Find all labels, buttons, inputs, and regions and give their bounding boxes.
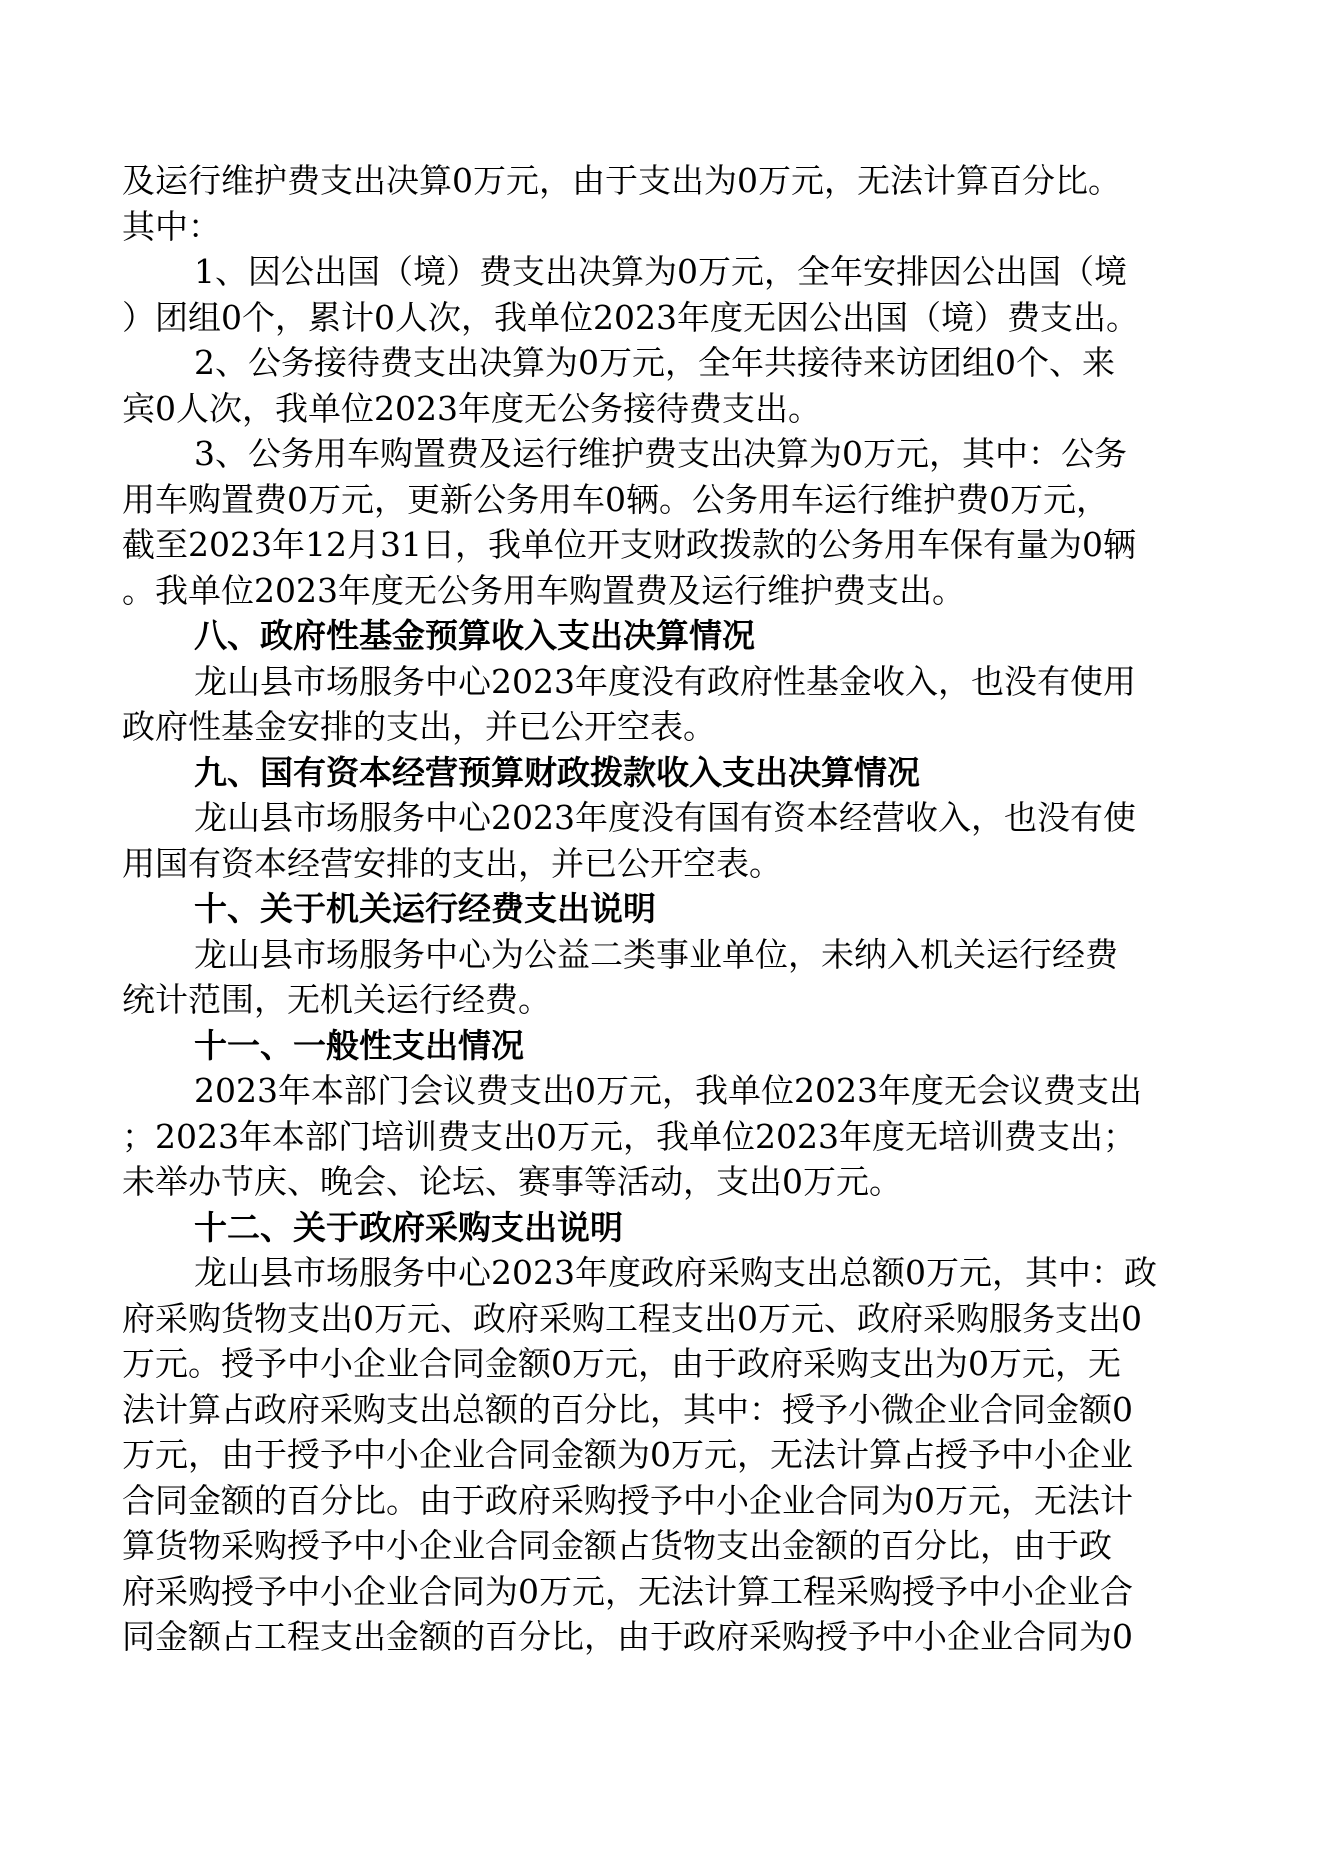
body-line: 及运行维护费支出决算0万元，由于支出为0万元，无法计算百分比。 [122, 161, 1121, 200]
section-12-line: 府采购货物支出0万元、政府采购工程支出0万元、政府采购服务支出0 [122, 1298, 1142, 1338]
item-3-line: 截至2023年12月31日，我单位开支财政拨款的公务用车保有量为0辆 [122, 525, 1136, 564]
section-11-line: 2023年本部门会议费支出0万元，我单位2023年度无会议费支出 [194, 1071, 1142, 1110]
section-8-line: 政府性基金安排的支出，并已公开空表。 [122, 707, 716, 746]
section-11-line: 未举办节庆、晚会、论坛、赛事等活动，支出0万元。 [122, 1162, 902, 1201]
section-12-line: 万元，由于授予中小企业合同金额为0万元，无法计算占授予中小企业 [122, 1435, 1133, 1474]
section-12-line: 府采购授予中小企业合同为0万元，无法计算工程采购授予中小企业合 [122, 1571, 1133, 1611]
section-10-line: 统计范围，无机关运行经费。 [122, 980, 551, 1019]
item-2-line: 宾0人次，我单位2023年度无公务接待费支出。 [122, 388, 821, 428]
document-body [122, 158, 1212, 1660]
item-3-line: 用车购置费0万元，更新公务用车0辆。公务用车运行维护费0万元， [122, 479, 1109, 519]
section-11-line: ；2023年本部门培训费支出0万元，我单位2023年度无培训费支出； [122, 1116, 1136, 1156]
section-12-line: 龙山县市场服务中心2023年度政府采购支出总额0万元，其中：政 [194, 1253, 1157, 1292]
section-12-line: 同金额占工程支出金额的百分比，由于政府采购授予中小企业合同为0 [122, 1617, 1133, 1656]
item-1-line: 1、因公出国（境）费支出决算为0万元，全年安排因公出国（境 [194, 252, 1127, 291]
section-heading-10: 十、关于机关运行经费支出说明 [194, 889, 656, 928]
section-12-line: 法计算占政府采购支出总额的百分比，其中：授予小微企业合同金额0 [122, 1389, 1133, 1429]
section-8-line: 龙山县市场服务中心2023年度没有政府性基金收入，也没有使用 [194, 661, 1136, 701]
body-line: 其中： [122, 206, 221, 246]
item-2-line: 2、公务接待费支出决算为0万元，全年共接待来访团组0个、来 [194, 343, 1115, 382]
section-10-line: 龙山县市场服务中心为公益二类事业单位，未纳入机关运行经费 [194, 934, 1118, 974]
item-3-line: 。我单位2023年度无公务用车购置费及运行维护费支出。 [122, 570, 965, 610]
section-12-line: 算货物采购授予中小企业合同金额占货物支出金额的百分比，由于政 [122, 1526, 1112, 1565]
item-1-line: ）团组0个，累计0人次，我单位2023年度无因公出国（境）费支出。 [122, 297, 1139, 337]
section-9-line: 龙山县市场服务中心2023年度没有国有资本经营收入，也没有使 [194, 798, 1136, 837]
section-heading-12: 十二、关于政府采购支出说明 [194, 1207, 623, 1247]
section-heading-9: 九、国有资本经营预算财政拨款收入支出决算情况 [194, 752, 920, 792]
section-heading-11: 十一、一般性支出情况 [194, 1025, 524, 1065]
section-heading-8: 八、政府性基金预算收入支出决算情况 [194, 616, 755, 655]
item-3-line: 3、公务用车购置费及运行维护费支出决算为0万元，其中：公务 [194, 434, 1127, 473]
section-9-line: 用国有资本经营安排的支出，并已公开空表。 [122, 843, 782, 883]
section-12-line: 合同金额的百分比。由于政府采购授予中小企业合同为0万元，无法计 [122, 1480, 1133, 1520]
section-12-line: 万元。授予中小企业合同金额0万元，由于政府采购支出为0万元，无 [122, 1344, 1121, 1383]
